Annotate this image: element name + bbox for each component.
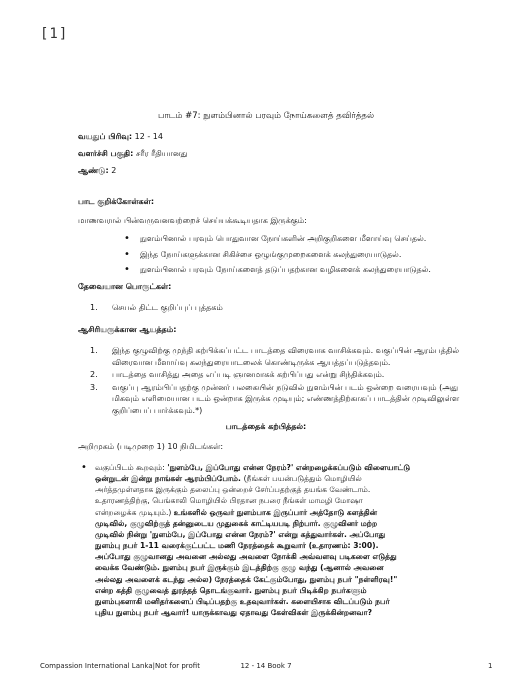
year-value: 2 (111, 166, 117, 175)
story-line: நுளம்புகளாகி மனிதர்களைப் பிடிப்பதற்கு உதவுவார்கள். களையிசாக விடப்படும் நபர் (95, 596, 390, 606)
story-line: நுளம்பு நபர் 1-11 வரைக்குட்பட்ட மணி நேரத்தைக் கூறுவார் (உதாரணம்: 3:00). (95, 541, 379, 551)
material-item: 1. செயல் திட்ட குறிப்புப் புத்தகம் (90, 303, 223, 312)
story-line: அப்போது குழுவானது அவனை அல்லது அவளை நோக்கி அவ்வளவு படிகளை எடுத்து (95, 552, 397, 562)
footer-page-number: 1 (488, 662, 493, 670)
teaching-heading: பாடத்தைக் கற்பித்தல்: (225, 422, 307, 431)
story-line: அல்லது அவளைக் கடந்து அல்ல) நேரத்தைக் கேட்கும்போது, நுளம்பு நபர் "நள்ளிரவு!" (95, 574, 398, 584)
age-group-label: வயதுப் பிரிவு: (78, 132, 133, 141)
age-group-row (78, 131, 163, 143)
story-line: வைக்க வேண்டும். நுளம்பு நபர் இருக்கும் இடத்திற்கு குழு வந்து (ஆனால் அவனை (95, 563, 384, 573)
story-line: முடிவில், குழுவிற்குத் தன்னுடைய முதுகைக் காட்டியபடி நிற்பார். குழுவினர் மற்ற (95, 518, 378, 528)
objectives-intro: மாணவரால் பின்வருவனவற்றைச் செய்யக்கூடியதாக இருக்கும்: (78, 216, 307, 225)
story-line: ஒன்றுடன் இன்று நாங்கள் ஆரம்பிப்போம். (நீங்கள் பயன்படுத்தும் மொழியில் (95, 474, 362, 484)
prep-item: 2. பாடத்தை வாசித்து அதை எப்படி ஞானமாகக் கற்பிப்பது என்று சிந்திக்கவும். (90, 370, 385, 380)
objective-item: • நுளம்பினால் பரவும் நோய்களைத் தடுப்பதற்கான வழிகளைக் கலந்துரையாடுதல். (124, 264, 484, 276)
prep-item: 3. வகுப்பு ஆரம்பிப்பதற்கு முன்னர் பலகையின் நடுவில் நுளம்பின் படம் ஒன்றை வரையவும் (அது மிகவும் எளிமையான படம் ஒன்றாக இருக்க முடியும்; எண்ணத்திற்காகப் பாடத்தின் முடிவிலுள்ள குறிப்பைப் பார்க்கவும்.*) (90, 382, 460, 415)
objectives-list (124, 233, 484, 280)
growth-area-row (78, 148, 188, 160)
story-line: என்ற கத்தி குழுவைத் துரத்தத் தொடங்குவார். நுளம்பு நபர் பிடிக்கிற நபர்களும் (95, 585, 367, 595)
page-tag: [1] (40, 26, 69, 42)
materials-heading: தேவையான பொருட்கள்: (78, 282, 172, 291)
footer-book: 12 - 14 Book 7 (240, 662, 292, 670)
story-line: அர்த்தமுள்ளதாக இருக்கும் தலைப்பு ஒன்றைச் சேர்ப்பதற்குத் தயங்க வேண்டாம். (95, 485, 371, 495)
story-line: முடிவில் நின்று 'நுளம்பே, இப்போது என்ன நேரம்?' என்று கத்துவார்கள். அப்போது (95, 529, 386, 539)
year-label: ஆண்டு: (78, 166, 109, 175)
introduction-line: அறிமுகம் (படிமுறை 1) 10 நிமிடங்கள்: (78, 442, 224, 451)
footer-organization: Compassion International Lanka|Not for profit (40, 662, 200, 670)
story-line: உதாரணத்திற்கு, பெங்காலி மொழியில் பிரதான நபரை நீங்கள் மாமழி மோஷா (95, 496, 363, 506)
teacher-prep-list (90, 345, 470, 418)
objective-item: • இந்த நோய்களுக்கான சிகிச்சை ஒழுங்குமுறைகளைக் கலந்துரையாடுதல். (124, 249, 484, 261)
game-instructions (81, 462, 475, 618)
objective-item: • நுளம்பினால் பரவும் பொதுவான நோய்களின் அறிகுறிகளை மீளாய்வு செய்தல். (124, 233, 484, 245)
age-group-value: 12 - 14 (134, 132, 163, 141)
prep-item: 1. இந்த குழுவிற்கு முந்தி கற்பிக்கப்பட்ட பாடத்தை விரைவாக வாசிக்கவும். வகுப்பின் ஆரம்பத்தில் விரைவான மீளாய்வு கலந்துரையாடலைக் கொண்டிருக்க ஆயத்தப்படுத்தவும். (90, 346, 459, 367)
lesson-title: பாடம் #7: நுளம்பினால் பரவும் நோய்களைத் தவிர்த்தல் (158, 111, 374, 121)
teacher-prep-heading: ஆசிரியருக்கான ஆயத்தம்: (78, 325, 177, 334)
story-line: புதிய நுளம்பு நபர் ஆவார்! யாருக்காவது ஏதாவது கேள்விகள் இருக்கின்றனவா? (95, 608, 373, 618)
story-line: வகுப்பிடம் கூறவும்: 'நுளம்பே, இப்போது என்ன நேரம்?' என்றழைக்கப்படும் விளையாட்டு (95, 463, 411, 472)
materials-list (90, 302, 470, 315)
objectives-heading: பாட குறிக்கோள்கள்: (78, 197, 155, 206)
year-row (78, 165, 116, 177)
bullet-dot: • (81, 462, 87, 473)
story-line: என்றழைக்க முடியும்.) உங்களில் ஒருவர் நுளம்பாக இருப்பார் அத்தோடு களத்தின் (95, 507, 378, 517)
growth-area-label: வளர்ச்சி பகுதி: (78, 149, 134, 158)
growth-area-value: சரீர ரீதியானது (135, 149, 188, 158)
